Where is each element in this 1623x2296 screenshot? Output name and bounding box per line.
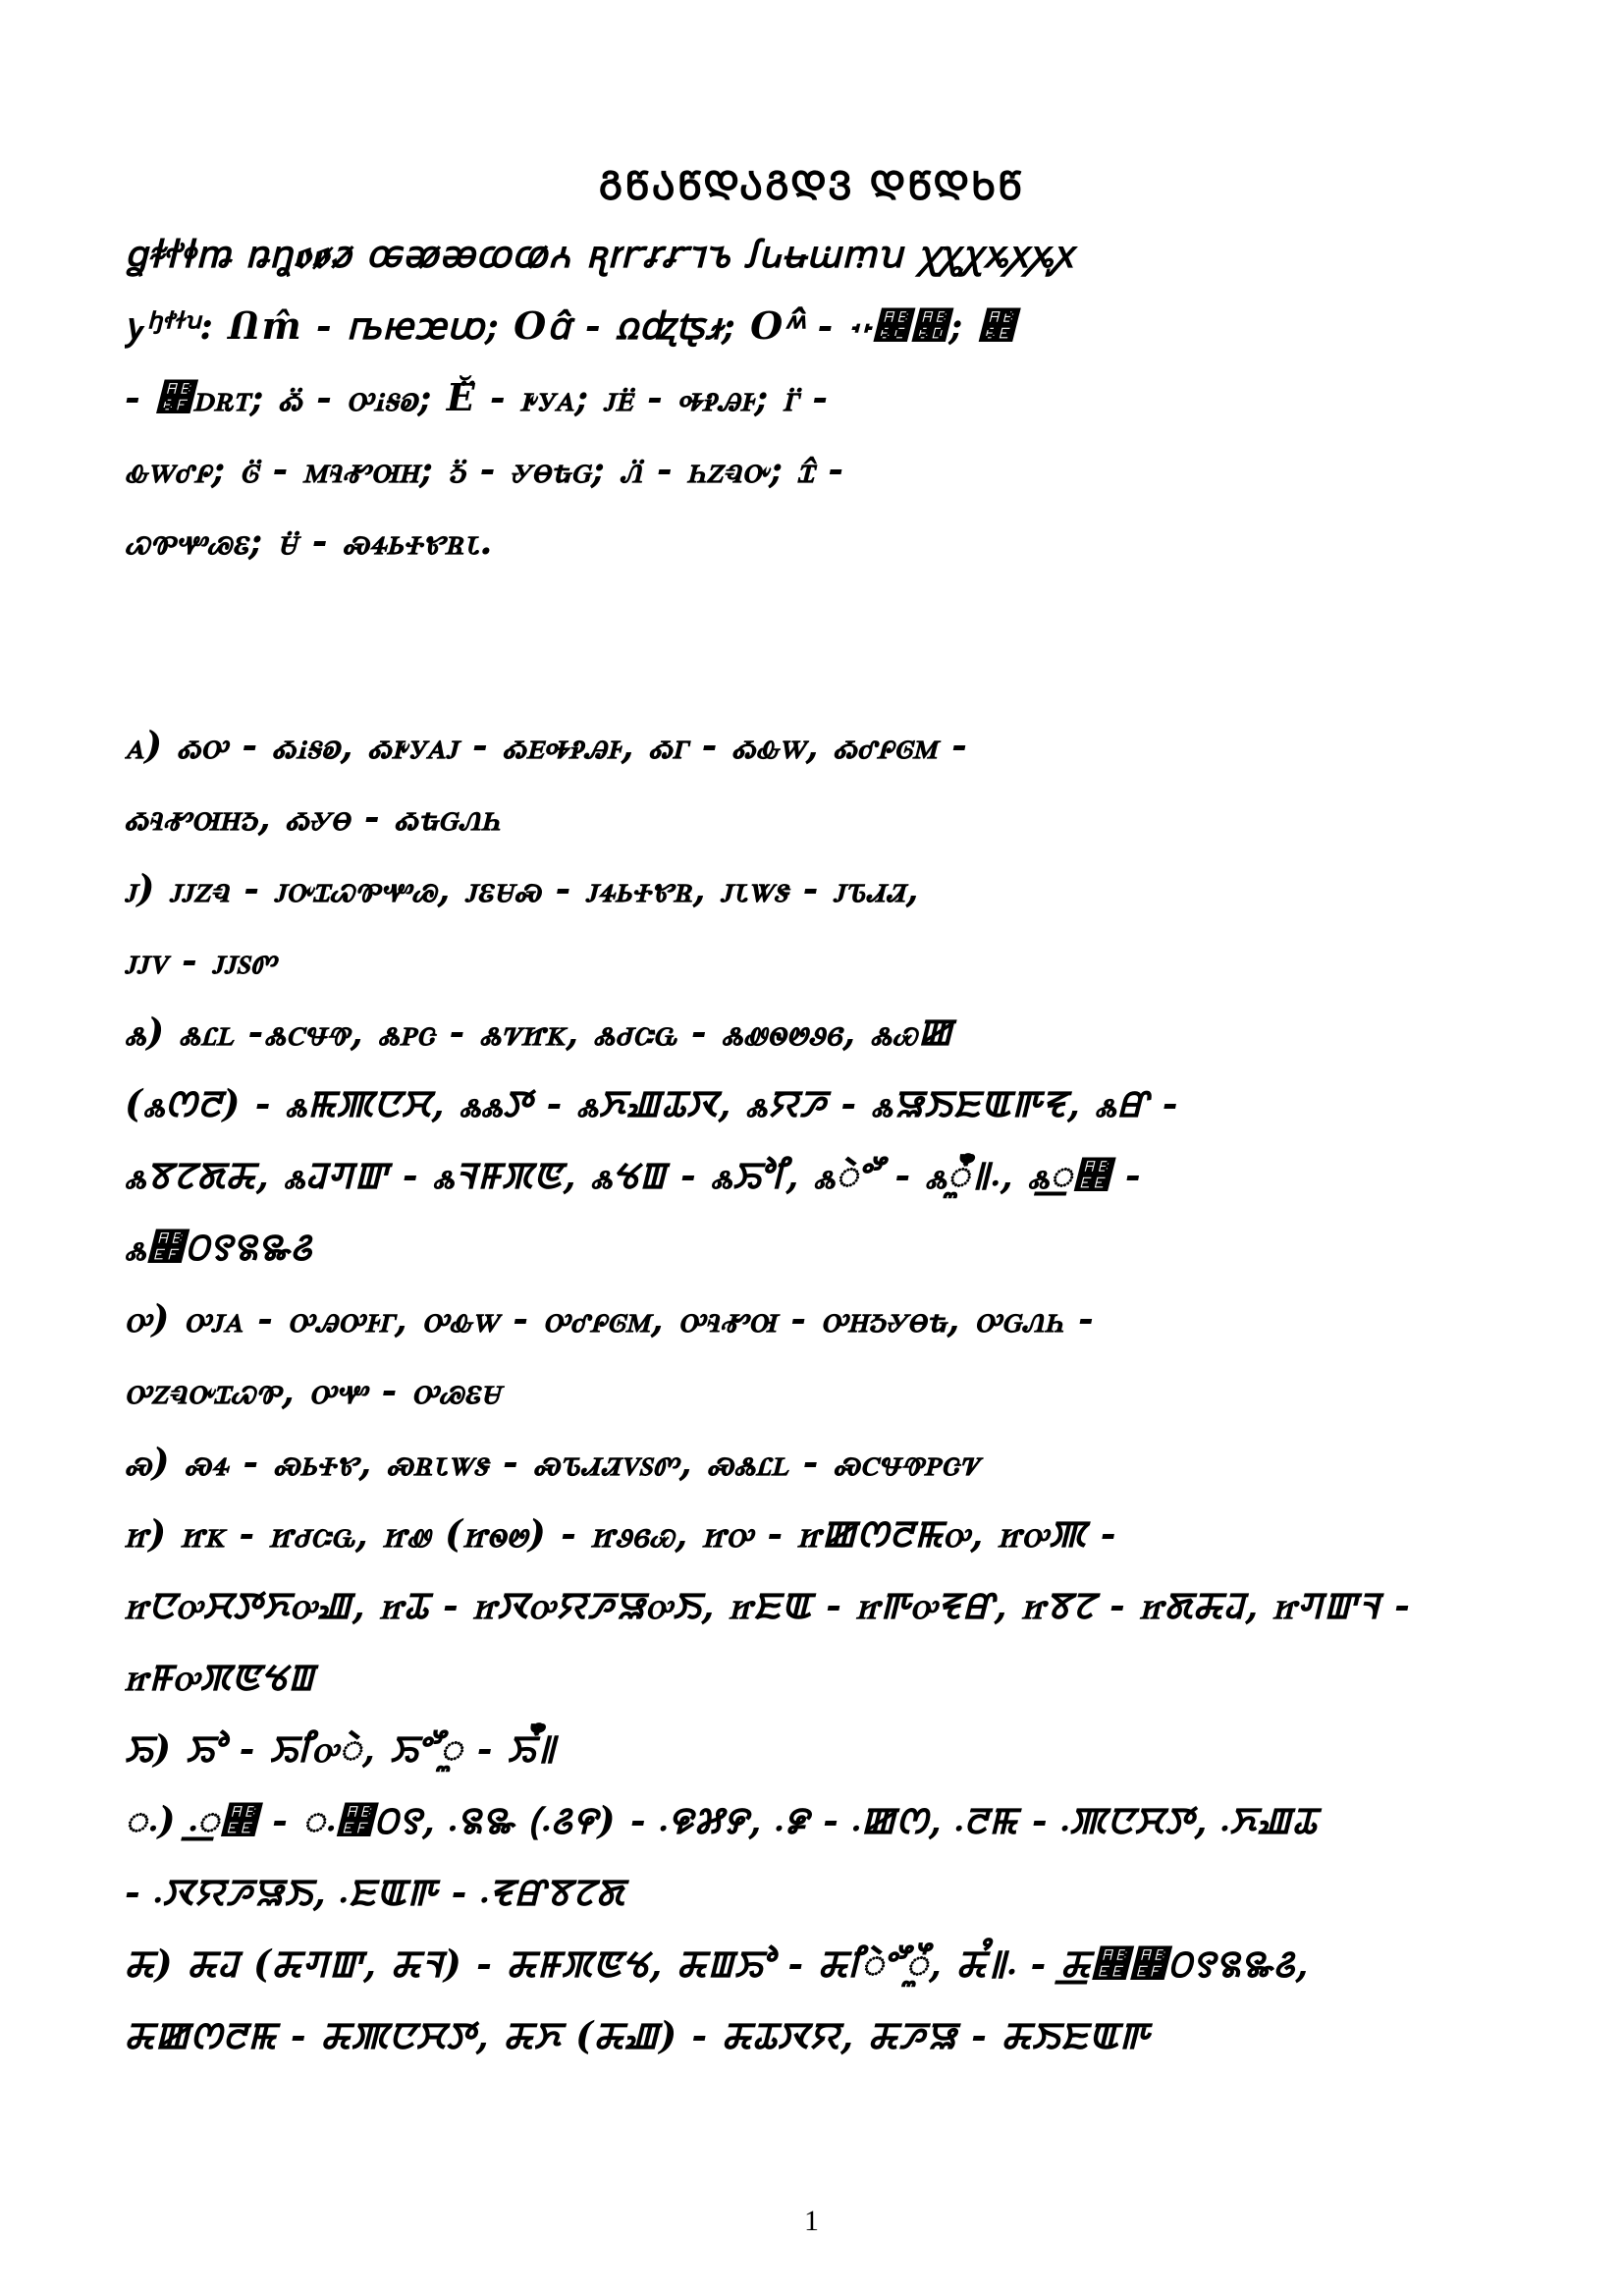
entry-line: ꯬) ꯬꯭꯮ ‑ ꯬꯯꯰꯱, ꯬꯲꯳ (꯬꯴꯵) ‑ ꯬꯶꯷꯸, ꯬꯹ ‑ ꯬ꯀꯁ, ꯬ꯂꯃ ‑ ꯬ꯄꯅꯆꯇ, ꯬ꯈꯉꯊ: [125, 1798, 1318, 1842]
entry-f: [125, 1498, 1497, 1713]
entry-g: [125, 1713, 1497, 1784]
page-number: 1: [804, 2205, 819, 2237]
entry-line: ꭻ) ꭻꭻꮓꮔ ‑ ꭻꮕꮖꮗꮘꮙꮚ, ꭻꮛꮜꮝ ‑ ꭻꮞꮟꮠꮡꮢ, ꭻꮣꮤꮥ ‑ ꭻꮦꮧꮨ,: [125, 866, 920, 910]
entry-line: ꭴꮓꮔꮕꮖꮗꮘ, ꭴꮙ ‑ ꭴꮚꮛꮜ: [125, 1368, 502, 1412]
entry-line: ꭳꮈꮉꮊꮋꮌ, ꭳꮍꮎ ‑ ꭳꮏꮐꮑꮒ: [125, 794, 501, 839]
entry-line: ꯘꯀꯁꯂꯃ ‑ ꯘꯄꯅꯆꯇ, ꯘꯈ (ꯘꯉ) ‑ ꯘꯊꯋꯌ, ꯘꯍꯎ ‑ ꯘꯏꯐꯑꯒ: [125, 2013, 1150, 2057]
entry-line: ꮵꯅꭴꯆꯇꯈꭴꯉ, ꮵꯊ ‑ ꮵꯋꭴꯌꯍꯎꭴꯏ, ꮵꯐꯑ ‑ ꮵꯒꭴꯓꯔ, ꮵꯕꯖ ‑ ꮵꯗꯘꯙ, ꮵꯚꯛꯜ ‑: [125, 1583, 1411, 1627]
entry-c: [125, 996, 1497, 1283]
intro-line: ‑ ꭯ꭰꭱꭲ; ꭳ̈ ‑ ꭴꭵꭶꭷ; Ӗ̈ ‑ ꭸꭹꭺ; ꭻꭼ̈ ‑ ꭽꭾꭿꮀ; ꮁ̈ ‑: [125, 375, 829, 419]
intro-line: ꮂꮃꮄꮅ; ꮆ̈ ‑ ꮇꮈꮉꮊꮋ; ꮌ̈ ‑ ꮍꮎꮏꮐ; ꮑ̈ ‑ ꮒꮓꮔꮕ; ꮖ̂ ‑: [125, 447, 845, 491]
entry-b: [125, 852, 1497, 996]
entry-line: ꯘ) ꯘꯙ (ꯘꯚꯛ, ꯘꯜ) ‑ ꯘꯝꯞꯟꯠ, ꯘꯡꯢꯣ ‑ ꯘꯤꯥꯦꯧꯨꯩ, ꯘꯪ꯫꯬ ‑ ꯘ꯭꯮꯯꯰꯱꯲꯳꯴,: [125, 1941, 1310, 1986]
entry-line: ꮬꯕꯖꯗꯘ, ꮬꯙꯚꯛ ‑ ꮬꯜꯝꯞꯟ, ꮬꯠꯡ ‑ ꮬꯢꯣꯤ, ꮬꯥꯦꯧ ‑ ꮬꯨꯩꯪ꯫꯬, ꮬ꯭꯮ ‑: [125, 1153, 1142, 1197]
entry-i: [125, 1928, 1497, 2071]
entry-line: ꮵ) ꮵꮶ ‑ ꮵꮷꮸꮹ, ꮵꮺ (ꮵꮻꮼ) ‑ ꮵꮽꮾꮿ, ꮵꭴ ‑ ꮵꯀꯁꯂꯃꭴ, ꮵꭴꯄ ‑: [125, 1511, 1117, 1556]
entry-line: ꭴ) ꭴꭻꭺ ‑ ꭴꭿꭴꮀꮁ, ꭴꮂꮃ ‑ ꭴꮄꮅꮆꮇ, ꭴꮈꮉꮊ ‑ ꭴꮋꮌꮍꮎꮏ, ꭴꮐꮑꮒ ‑: [125, 1296, 1095, 1340]
entry-d: [125, 1283, 1497, 1426]
entry-line: ꭺ) ꭳꭴ ‑ ꭳꭵꭶꭷ, ꭳꭸꭹꭺꭻ ‑ ꭳꭼꭽꭾꭿꮀ, ꭳꮁ ‑ ꭳꮂꮃ, ꭳꮄꮅꮆꮇ ‑: [125, 723, 968, 767]
entry-line: ꮬ) ꮬꮭꮮ ‑ꮬꮯꮰꮱ, ꮬꮲꮳ ‑ ꮬꮴꮵꮶ, ꮬꮷꮸꮹ ‑ ꮬꮺꮻꮼꮽꮾ, ꮬꮿꯀ: [125, 1010, 953, 1054]
entry-line: ꮬ꯯꯰꯱꯲꯳꯴: [125, 1225, 313, 1269]
entry-line: ꮵꯝꭴꯞꯟꯠꯡ: [125, 1655, 315, 1699]
intro-line: ꮗꮘꮙꮚꮛ; ꮜ̈ ‑ ꮝꮞꮟꮠꮡꮢꮣ.: [125, 519, 494, 563]
entry-a: [125, 709, 1497, 852]
entry-line: ꭻꭻꮩ ‑ ꭻꭻꮪꮫ: [125, 938, 277, 982]
entry-e: [125, 1426, 1497, 1498]
entry-line: ꯢ) ꯢꯣ ‑ ꯢꯤꭴꯥ, ꯢꯦꯧꯨ ‑ ꯢꯩꯪ꯫: [125, 1726, 557, 1771]
entry-list: [125, 709, 1497, 2071]
intro-line: ꭚꭜꭝꭞꭟ: Ոm̂ ‑ ꭠꭡꭢꭣ; Oꭤ̂ ‑ ꭥꭦꭧꭨ; Oꭩ̂ ‑ ꭪꭫꭬꭭; ꭮̈: [125, 303, 1016, 348]
entry-line: ꮝ) ꮝꮞ ‑ ꮝꮟꮠꮡ, ꮝꮢꮣꮤꮥ ‑ ꮝꮦꮧꮨꮩꮪꮫ, ꮝꮬꮭꮮ ‑ ꮝꮯꮰꮱꮲꮳꮴ: [125, 1440, 980, 1484]
entry-line: (ꮬꯁꯂ) ‑ ꮬꯃꯄꯅꯆ, ꮬꮬꯇ ‑ ꮬꯈꯉꯊꯋ, ꮬꯌꯍ ‑ ꮬꯎꯏꯐꯑꯒꯓ, ꮬꯔ ‑: [125, 1081, 1179, 1125]
intro-paragraph: [125, 218, 1497, 576]
intro-line: ꬶꬸꬷꬹꬺ ꬻꬼꬽꬾꬿ ꭀꭁꭂꭃꭄꭅ ꭆꭇꭈꭉꭊꭋꭌ ꭍꭎꭏꭐꭑꭒ ꭓꭔꭕꭖꭗꭘꭙ: [125, 232, 1074, 276]
entry-line: ‑ ꯬ꯋꯌꯍꯎꯏ, ꯬ꯐꯑꯒ ‑ ꯬ꯓꯔꯕꯖꯗ: [125, 1870, 625, 1914]
document-title: ᲒᲬᲐᲬᲓᲐᲒᲓᲕ ᲓᲬᲓᲮᲬ: [598, 163, 1025, 209]
entry-h: [125, 1784, 1497, 1928]
